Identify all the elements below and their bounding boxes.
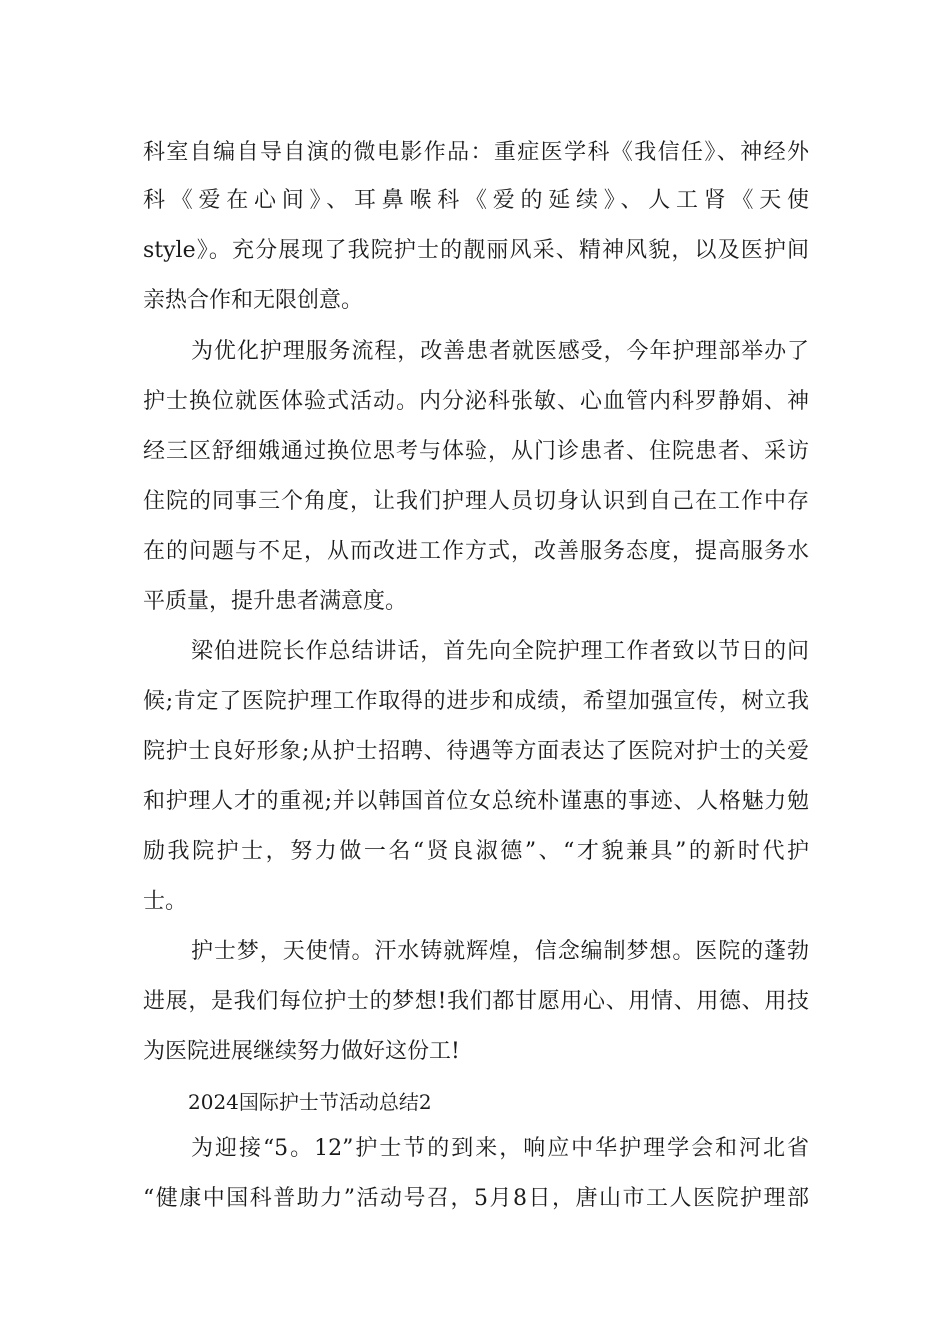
- section-heading: 2024国际护士节活动总结2: [188, 1090, 432, 1114]
- text-line: 候;肯定了医院护理工作取得的进步和成绩，希望加强宣传，树立我: [143, 689, 809, 714]
- text-line: 在的问题与不足，从而改进工作方式，改善服务态度，提高服务水: [143, 539, 809, 564]
- text-line: 和护理人才的重视;并以韩国首位女总统朴谨惠的事迹、人格魅力勉: [143, 789, 809, 814]
- text-line: style》。充分展现了我院护士的靓丽风采、精神风貌，以及医护间: [143, 238, 809, 263]
- text-line: 亲热合作和无限创意。: [143, 288, 364, 313]
- paragraph-first-line: 梁伯进院长作总结讲话，首先向全院护理工作者致以节日的问: [191, 639, 809, 664]
- text-line: 院护士良好形象;从护士招聘、待遇等方面表达了医院对护士的关爱: [143, 739, 809, 764]
- paragraph-first-line: 护士梦，天使情。汗水铸就辉煌，信念编制梦想。医院的蓬勃: [191, 939, 809, 964]
- text-line: 经三区舒细娥通过换位思考与体验，从门诊患者、住院患者、采访: [143, 439, 809, 464]
- text-line: 进展，是我们每位护士的梦想!我们都甘愿用心、用情、用德、用技: [143, 989, 809, 1014]
- text-line: 士。: [143, 889, 188, 914]
- text-line: 科《爱在心间》、耳鼻喉科《爱的延续》、人工肾《天使: [143, 188, 809, 213]
- text-line: 科室自编自导自演的微电影作品：重症医学科《我信任》、神经外: [143, 140, 809, 165]
- paragraph-first-line: 为优化护理服务流程，改善患者就医感受，今年护理部举办了: [191, 339, 809, 364]
- text-line: 平质量，提升患者满意度。: [143, 589, 408, 614]
- text-line: 为医院进展继续努力做好这份工!: [143, 1039, 460, 1064]
- text-line: 励我院护士，努力做一名“贤良淑德”、“才貌兼具”的新时代护: [143, 839, 809, 864]
- text-line: 护士换位就医体验式活动。内分泌科张敏、心血管内科罗静娟、神: [143, 389, 809, 414]
- text-line: “健康中国科普助力”活动号召，5月8日，唐山市工人医院护理部: [143, 1186, 809, 1211]
- text-line: 住院的同事三个角度，让我们护理人员切身认识到自己在工作中存: [143, 489, 809, 514]
- paragraph-first-line: 为迎接“5。12”护士节的到来，响应中华护理学会和河北省: [191, 1136, 809, 1161]
